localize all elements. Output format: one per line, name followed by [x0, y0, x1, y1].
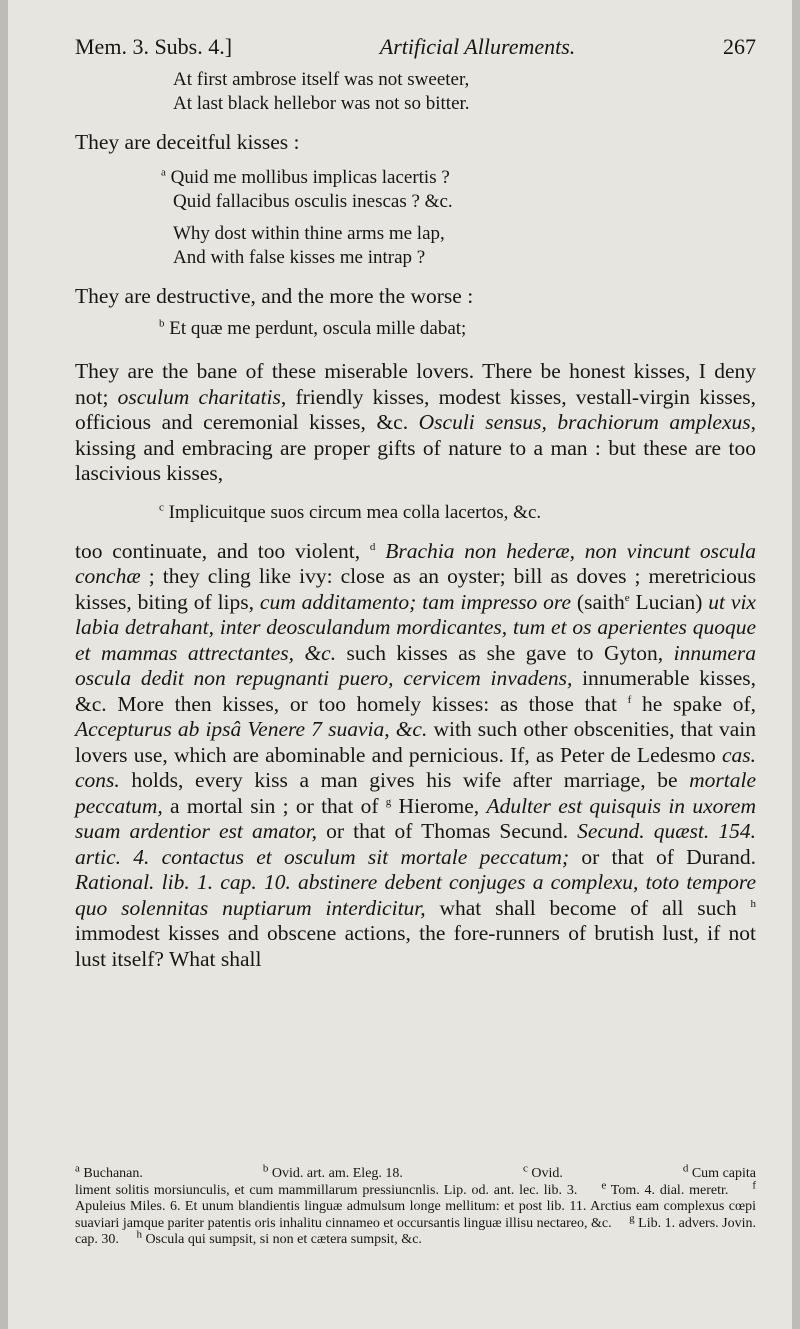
quote-c: $^c$ Implicuitque suos circum mea colla lacertos, &c.: [159, 501, 542, 523]
footnote-g: Lib. 1. advers. Jovin. cap. 30.: [75, 1215, 757, 1247]
header-section: Mem. 3. Subs. 4.]: [75, 34, 233, 59]
footnote-b: $^b$ Ovid. art. am. Eleg. 18.: [262, 1162, 403, 1181]
verse-line: At last black hellebor was not so bitter.: [173, 93, 470, 114]
verse-quid-me: [161, 166, 756, 270]
footnote-mark: a: [161, 166, 166, 179]
footnote-mark: b: [159, 317, 165, 330]
page-number: 267: [722, 34, 756, 59]
footnote-mark: c: [159, 501, 164, 514]
running-header: [75, 34, 756, 60]
footnote-c: $^c$ Ovid.: [522, 1162, 563, 1181]
footnote-e: Tom. 4. dial. meretr.: [610, 1182, 729, 1198]
footnote-a: $^a$ Buchanan.: [75, 1162, 143, 1181]
verse-ambrose: [173, 68, 756, 116]
footnote-h: Oscula qui sumpsit, si non et cætera sumpsit, &c.: [145, 1232, 422, 1247]
footnote-f: Apuleius Miles. 6. Et unum blandientis linguæ admulsum longe mellitum: et post lib. 11. Arctius eam complexus cœpi suaviari jamque pariter patentis oris inhalitu cinnameo et occursantis linguæ illisu nectareo, &c.: [75, 1199, 756, 1231]
verse-line: Quid fallacibus osculis inescas ? &c.: [173, 190, 453, 212]
quote-b: $^b$ Et quæ me perdunt, oscula mille dabat;: [159, 317, 467, 339]
footnote-d-continued: liment solitis morsiunculis, et cum mammillarum pressiuncnlis. Lip. od. ant. lec. lib. 3. $^e$ Tom. 4. dial. meretr. $^f$ Apuleius Miles. 6. Et unum blandientis linguæ admulsum longe mellitum: et post lib. 11. Arctius eam complexus cœpi suaviari jamque pariter patentis oris inhalitu cinnameo et occursantis linguæ illisu nectareo, &c. $^g$ Lib. 1. advers. Jovin. cap. 30. $^h$ Oscula qui sumpsit, si non et cætera sumpsit, &c.: [75, 1178, 757, 1247]
verse-line: At first ambrose itself was not sweeter,: [173, 69, 470, 90]
footnote-d: $^d$ Cum capita: [682, 1162, 756, 1181]
verse-line: $^a$ Quid me mollibus implicas lacertis ?: [161, 166, 450, 188]
footnotes: [75, 1162, 757, 1249]
page-left-edge: [0, 0, 8, 1329]
verse-line: Why dost within thine arms me lap,: [173, 222, 445, 244]
page-content: [75, 34, 756, 972]
footnote-row: [75, 1162, 756, 1183]
intro-deceitful: They are deceitful kisses :: [75, 130, 300, 154]
intro-destructive: They are destructive, and the more the worse :: [75, 283, 474, 308]
header-title: Artificial Allurements.: [379, 34, 576, 59]
page-right-edge: [792, 0, 800, 1329]
paragraph-continuate: too continuate, and too violent, $^d$ Brachia non hederæ, non vincunt oscula conchæ ; they cling like ivy: close as an oyster; bill as doves ; meretricious kisses, biting of lips, cum additamento; tam impresso ore (saith$^e$ Lucian) ut vix labia detrahant, inter deosculandum mordicantes, tum et os aperientes quoque et mammas attrectantes, &c. such kisses as she gave to Gyton, innumera oscula dedit non repugnanti puero, cervicem invadens, innumerable kisses, &c. More then kisses, or too homely kisses: as those that $^f$ he spake of, Accepturus ab ipsâ Venere 7 suavia, &c. with such other obscenities, that vain lovers use, which are abominable and pernicious. If, as Peter de Ledesmo cas. cons. holds, every kiss a man gives his wife after marriage, be mortale peccatum, a mortal sin ; or that of $^g$ Hierome, Adulter est quisquis in uxorem suam ardentior est amator, or that of Thomas Secund. Secund. quæst. 154. artic. 4. contactus et osculum sit mortale peccatum; or that of Durand. Rational. lib. 1. cap. 10. abstinere debent conjuges a complexu, toto tempore quo solennitas nuptiarum interdicitur, what shall become of all such $^h$ immodest kisses and obscene actions, the fore-runners of brutish lust, if not lust itself? What shall: [75, 538, 757, 971]
verse-line: And with false kisses me intrap ?: [173, 246, 426, 268]
paragraph-bane: They are the bane of these miserable lovers. There be honest kisses, I deny not; osculum charitatis, friendly kisses, modest kisses, vestall-virgin kisses, officious and ceremonial kisses, &c. Osculi sensus, brachiorum amplexus, kissing and embracing are proper gifts of nature to a man : but these are too lascivious kisses,: [75, 359, 756, 485]
